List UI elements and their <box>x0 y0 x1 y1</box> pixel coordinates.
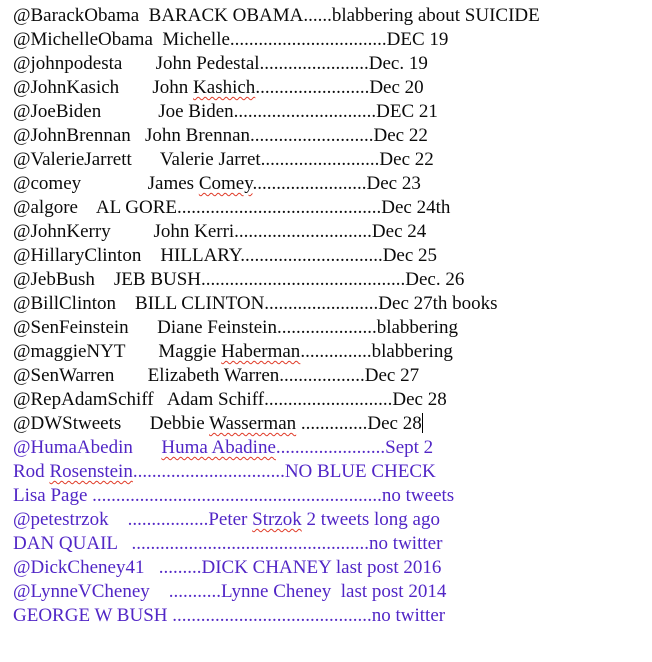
misspelled-word: Comey <box>198 173 253 194</box>
text-segment: @BillClinton BILL CLINTON........................Dec 27th books <box>13 293 498 314</box>
text-line <box>13 28 652 52</box>
text-segment: ........................Dec 20 <box>255 77 424 98</box>
text-segment: .......................Sept 2 <box>275 437 434 458</box>
misspelled-word: Rosenstein <box>49 461 133 482</box>
text-segment: @petestrzok .................Peter <box>13 509 253 530</box>
text-line <box>13 268 652 292</box>
text-line <box>13 220 652 244</box>
text-segment: @LynneVCheney ...........Lynne Cheney last post 2014 <box>13 581 447 602</box>
misspelled-word: Wasserman <box>209 413 297 434</box>
text-line <box>13 172 652 196</box>
text-segment: @JoeBiden Joe Biden..............................DEC 21 <box>13 101 438 122</box>
text-line <box>13 340 652 364</box>
misspelled-word: Kashich <box>193 77 256 98</box>
text-line <box>13 124 652 148</box>
text-line <box>13 388 652 412</box>
text-line <box>13 148 652 172</box>
text-segment: ........................Dec 23 <box>252 173 421 194</box>
text-line <box>13 580 652 604</box>
text-line <box>13 364 652 388</box>
text-line <box>13 412 652 436</box>
text-segment: @JohnKerry John Kerri.............................Dec 24 <box>13 221 427 242</box>
text-segment: @SenFeinstein Diane Feinstein.....................blabbering <box>13 317 458 338</box>
text-line <box>13 244 652 268</box>
text-line <box>13 508 652 532</box>
text-segment: @johnpodesta John Pedestal.......................Dec. 19 <box>13 53 428 74</box>
text-segment: @ValerieJarrett Valerie Jarret.........................Dec 22 <box>13 149 434 170</box>
text-line <box>13 316 652 340</box>
misspelled-word: Huma Abadine <box>161 437 276 458</box>
text-segment: @MichelleObama Michelle.................................DEC 19 <box>13 29 449 50</box>
text-line <box>13 76 652 100</box>
text-segment: Rod <box>13 461 50 482</box>
text-line <box>13 484 652 508</box>
text-line <box>13 532 652 556</box>
text-segment: @maggieNYT Maggie <box>13 341 222 362</box>
text-line <box>13 460 652 484</box>
text-caret <box>422 413 424 433</box>
text-segment: @algore AL GORE...........................................Dec 24th <box>13 197 451 218</box>
text-segment: ..............Dec 28 <box>296 413 422 434</box>
text-segment: @HumaAbedin <box>13 437 162 458</box>
text-line <box>13 436 652 460</box>
text-segment: @SenWarren Elizabeth Warren..................Dec 27 <box>13 365 420 386</box>
text-segment: @HillaryClinton HILLARY..............................Dec 25 <box>13 245 438 266</box>
misspelled-word: Haberman <box>221 341 301 362</box>
text-line <box>13 52 652 76</box>
text-line <box>13 4 652 28</box>
text-line <box>13 196 652 220</box>
text-segment: Lisa Page .............................................................no tweets <box>13 485 455 506</box>
text-segment: @JohnKasich John <box>13 77 194 98</box>
text-segment: ................................NO BLUE CHECK <box>132 461 436 482</box>
text-segment: @JohnBrennan John Brennan..........................Dec 22 <box>13 125 428 146</box>
text-segment: @comey James <box>13 173 199 194</box>
text-segment: @JebBush JEB BUSH...........................................Dec. 26 <box>13 269 465 290</box>
misspelled-word: Strzok <box>252 509 302 530</box>
text-line <box>13 292 652 316</box>
text-line <box>13 604 652 628</box>
text-line <box>13 100 652 124</box>
text-line <box>13 556 652 580</box>
text-segment: @DickCheney41 .........DICK CHANEY last post 2016 <box>13 557 442 578</box>
text-segment: DAN QUAIL ..................................................no twitter <box>13 533 443 554</box>
text-segment: GEORGE W BUSH ..........................................no twitter <box>13 605 446 626</box>
text-segment: ...............blabbering <box>300 341 453 362</box>
text-segment: 2 tweets long ago <box>301 509 440 530</box>
text-segment: @BarackObama BARACK OBAMA......blabbering about SUICIDE <box>13 5 540 26</box>
text-segment: @RepAdamSchiff Adam Schiff...........................Dec 28 <box>13 389 447 410</box>
text-segment: @DWStweets Debbie <box>13 413 210 434</box>
